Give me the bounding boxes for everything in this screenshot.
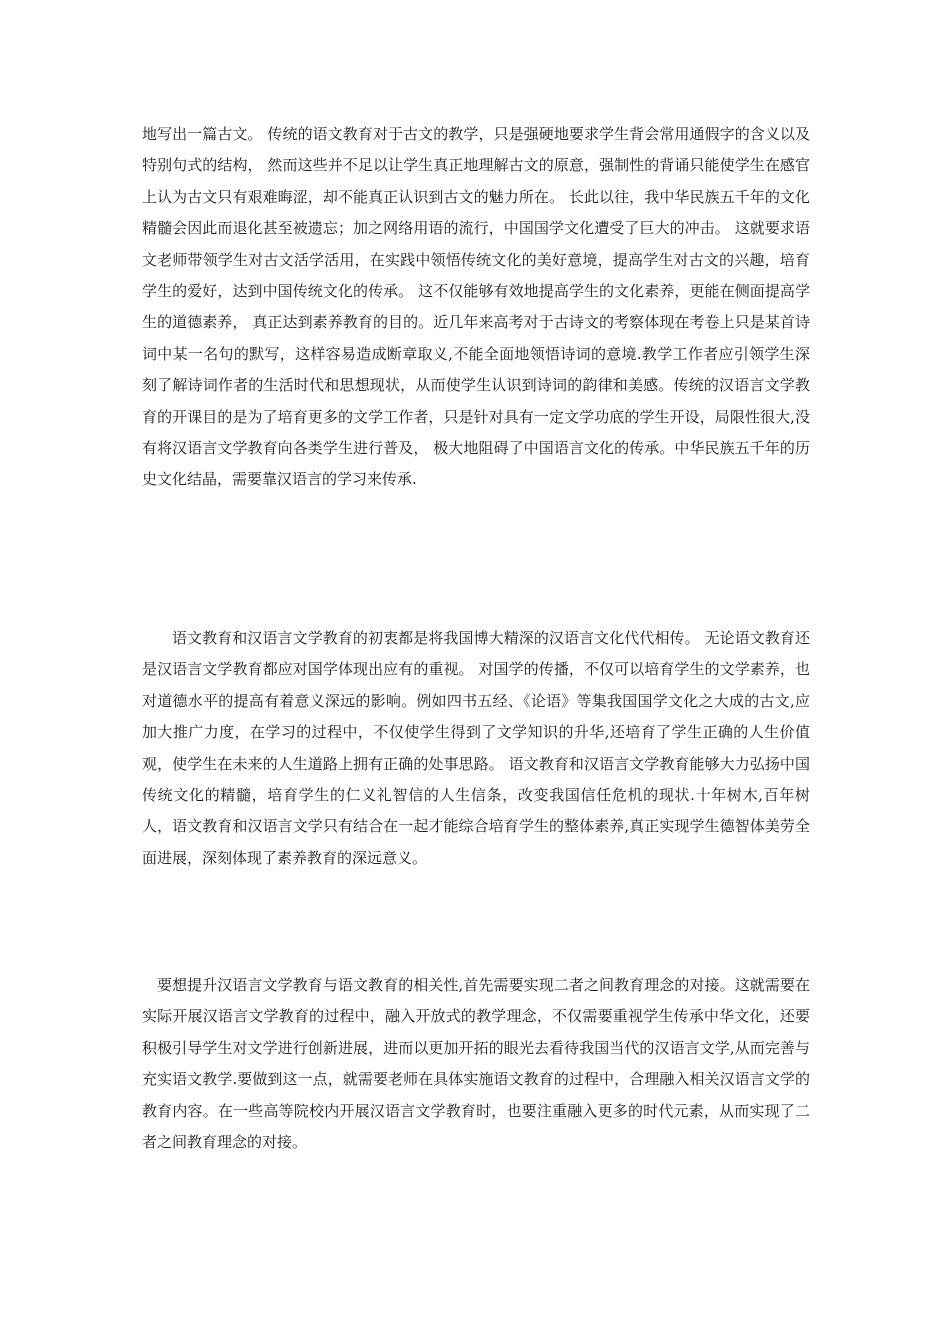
paragraph-cultural-inheritance: 语文教育和汉语言文学教育的初衷都是将我国博大精深的汉语言文化代代相传。 无论语文教育还是汉语言文学教育都应对国学体现出应有的重视。 对国学的传播，不仅可以培育学生的文学素养，也对道德水平的提高有着意义深远的影响。例如四书五经、《论语》等集我国国学文化之大成的古文,应加大推广力度，在学习的过程中，不仅使学生得到了文学知识的升华,还培育了学生正确的人生价值观，使学生在未来的人生道路上拥有正确的处事思路。 语文教育和汉语言文学教育能够大力弘扬中国传统文化的精髓，培育学生的仁义礼智信的人生信条，改变我国信任危机的现状.十年树木,百年树人，语文教育和汉语言文学只有结合在一起才能综合培育学生的整体素养,真正实现学生德智体美劳全面进展，深刻体现了素养教育的深远意义。 <box>142 629 810 867</box>
paragraph-classical-chinese-teaching: 地写出一篇古文。 传统的语文教育对于古文的教学，只是强硬地要求学生背会常用通假字的含义以及特别句式的结构， 然而这些并不足以让学生真正地理解古文的原意，强制性的背诵只能使学生在感官上认为古文只有艰难晦涩，却不能真正认识到古文的魅力所在。 长此以往，我中华民族五千年的文化精髓会因此而退化甚至被遗忘；加之网络用语的流行，中国国学文化遭受了巨大的冲击。 这就要求语文老师带领学生对古文活学活用，在实践中领悟传统文化的美好意境，提高学生对古文的兴趣，培育学生的爱好，达到中国传统文化的传承。 这不仅能够有效地提高学生的文化素养，更能在侧面提高学生的道德素养， 真正达到素养教育的目的。近几年来高考对于古诗文的考察体现在考卷上只是某首诗词中某一名句的默写，这样容易造成断章取义,不能全面地领悟诗词的意境.教学工作者应引领学生深刻了解诗词作者的生活时代和思想现状，从而使学生认识到诗词的韵律和美感。传统的汉语言文学教育的开课目的是为了培育更多的文学工作者，只是针对具有一定文学功底的学生开设，局限性很大,没有将汉语言文学教育向各类学生进行普及， 极大地阻碍了中国语言文化的传承。中华民族五千年的历史文化结晶，需要靠汉语言的学习来传承. <box>142 125 810 489</box>
paragraph-teaching-philosophy: 要想提升汉语言文学教育与语文教育的相关性,首先需要实现二者之间教育理念的对接。这就需要在实际开展汉语言文学教育的过程中，融入开放式的教学理念，不仅需要重视学生传承中华文化，还要积极引导学生对文学进行创新进展，进而以更加开拓的眼光去看待我国当代的汉语言文学,从而完善与充实语文教学.要做到这一点，就需要老师在具体实施语文教育的过程中，合理融入相关汉语言文学的教育内容。在一些高等院校内开展汉语言文学教育时，也要注重融入更多的时代元素，从而实现了二者之间教育理念的对接。 <box>142 976 810 1152</box>
